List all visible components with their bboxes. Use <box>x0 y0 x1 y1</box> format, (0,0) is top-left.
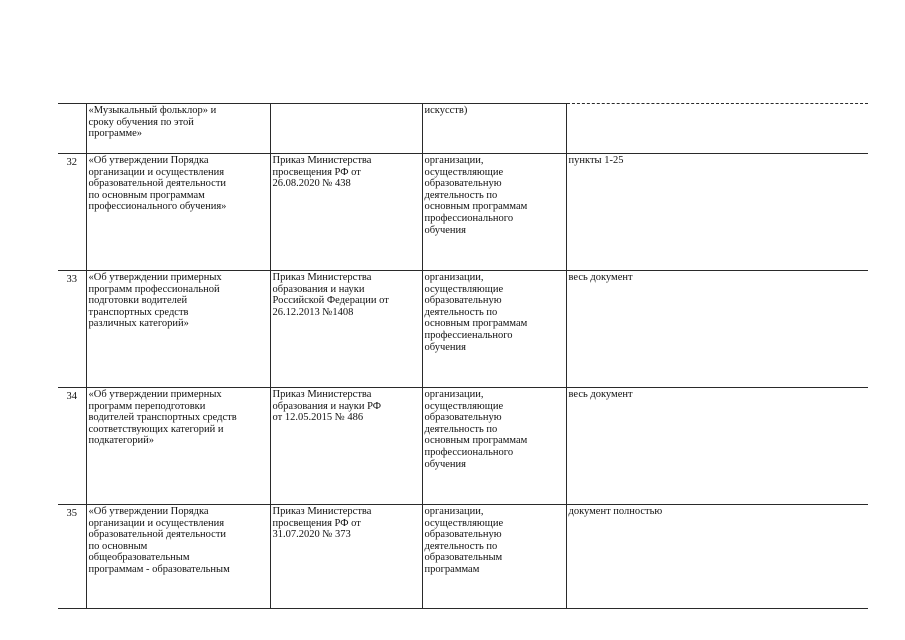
structural-units-cell: весь документ <box>566 388 868 505</box>
structural-units-cell: документ полностью <box>566 505 868 609</box>
legal-act-cell: Приказ Министерства образования и науки РФ от 12.05.2015 № 486 <box>270 388 422 505</box>
legal-act-cell: Приказ Министерства просвещения РФ от 31.07.2020 № 373 <box>270 505 422 609</box>
document-title-cell: «Об утверждении примерных программ переподготовки водителей транспортных средств соответствующих категорий и подкатегорий» <box>86 388 270 505</box>
regulations-table <box>58 103 868 609</box>
document-title-cell: «Музыкальный фольклор» и сроку обучения по этой программе» <box>86 104 270 154</box>
row-number-cell: 32 <box>58 154 86 271</box>
legal-act-cell <box>270 104 422 154</box>
structural-units-cell: весь документ <box>566 271 868 388</box>
legal-act-cell: Приказ Министерства образования и науки Российской Федерации от 26.12.2013 №1408 <box>270 271 422 388</box>
row-number-cell: 35 <box>58 505 86 609</box>
legal-act-cell: Приказ Министерства просвещения РФ от 26.08.2020 № 438 <box>270 154 422 271</box>
structural-units-cell: пункты 1-25 <box>566 154 868 271</box>
subjects-cell: организации, осуществляющие образовательную деятельность по основным программам профессиенального обучения <box>422 271 566 388</box>
table-row <box>58 104 868 154</box>
table-row <box>58 505 868 609</box>
row-number-cell <box>58 104 86 154</box>
document-title-cell: «Об утверждении Порядка организации и осуществления образовательной деятельности по основным программам профессионального обучения» <box>86 154 270 271</box>
structural-units-cell <box>566 104 868 154</box>
table-row <box>58 154 868 271</box>
subjects-cell: организации, осуществляющие образовательную деятельность по основным программам профессионального обучения <box>422 154 566 271</box>
subjects-cell: искусств) <box>422 104 566 154</box>
subjects-cell: организации, осуществляющие образовательную деятельность по основным программам профессионального обучения <box>422 388 566 505</box>
row-number-cell: 34 <box>58 388 86 505</box>
table-row <box>58 271 868 388</box>
table-row <box>58 388 868 505</box>
document-title-cell: «Об утверждении Порядка организации и осуществления образовательной деятельности по основным общеобразовательным программам - образовательным <box>86 505 270 609</box>
row-number-cell: 33 <box>58 271 86 388</box>
subjects-cell: организации, осуществляющие образовательную деятельность по образовательным программам <box>422 505 566 609</box>
document-title-cell: «Об утверждении примерных программ профессиональной подготовки водителей транспортных средств различных категорий» <box>86 271 270 388</box>
